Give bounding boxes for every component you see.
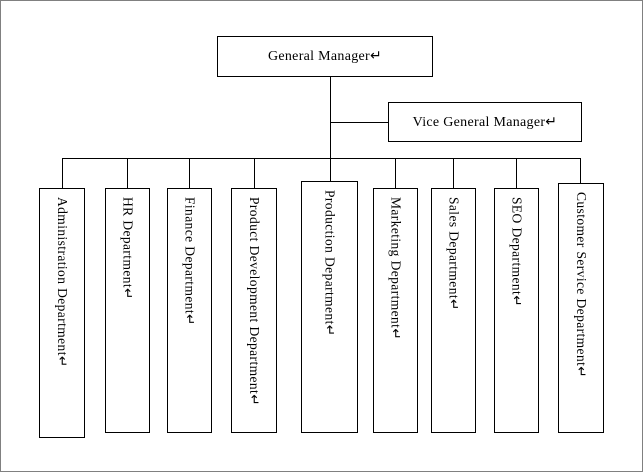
- node-general-manager-label: General Manager↵: [267, 49, 383, 64]
- node-vice-general-manager-label: Vice General Manager↵: [412, 114, 558, 130]
- node-product-development-department[interactable]: [231, 188, 277, 433]
- node-finance-department[interactable]: [167, 188, 212, 433]
- node-customer-service-department-label: Customer Service Department↵: [574, 192, 589, 378]
- node-seo-department-label: SEO Department↵: [509, 197, 525, 307]
- connector-dept-4: [254, 158, 255, 188]
- node-seo-department[interactable]: [494, 188, 539, 433]
- node-finance-department-label: Finance Department↵: [182, 197, 198, 326]
- connector-dept-6: [395, 158, 396, 188]
- connector-dept-2: [127, 158, 128, 188]
- connector-dept-3: [189, 158, 190, 188]
- node-hr-department[interactable]: [105, 188, 150, 433]
- connector-department-bus: [62, 158, 580, 159]
- node-customer-service-department[interactable]: [558, 183, 604, 433]
- node-marketing-department[interactable]: [373, 188, 418, 433]
- node-sales-department[interactable]: [431, 188, 476, 433]
- node-administration-department-label: Administration Department↵: [55, 197, 70, 368]
- node-administration-department[interactable]: [39, 188, 85, 438]
- connector-dept-8: [516, 158, 517, 188]
- connector-dept-7: [453, 158, 454, 188]
- connector-gm-to-vgm: [330, 122, 388, 123]
- node-vice-general-manager[interactable]: [388, 102, 582, 142]
- node-marketing-department-label: Marketing Department↵: [388, 197, 404, 341]
- connector-dept-1: [62, 158, 63, 188]
- connector-gm-down: [330, 77, 331, 159]
- node-hr-department-label: HR Department↵: [120, 197, 136, 300]
- node-sales-department-label: Sales Department↵: [446, 197, 462, 311]
- node-production-department-label: Production Department↵: [322, 190, 338, 337]
- node-production-department[interactable]: [301, 181, 358, 433]
- node-general-manager[interactable]: [217, 36, 433, 77]
- node-product-development-department-label: Product Development Department↵: [247, 197, 262, 406]
